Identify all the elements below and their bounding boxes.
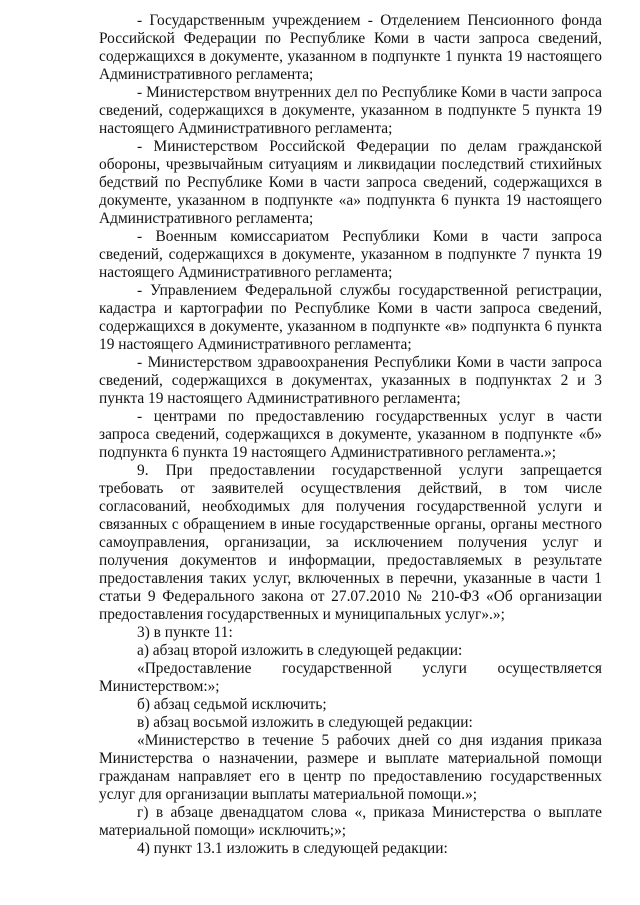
paragraph-point-13-1: 4) пункт 13.1 изложить в следующей редакции: xyxy=(137,840,448,857)
list-item-emergencies: - Министерством Российской Федерации по делам гражданской обороны, чрезвычайным ситуациям и ликвидации последствий стихийных бедствий по Республике Коми в части запроса сведений, содержащихся в документе, указанном в подпункте «а» подпункта 6 пункта 19 настоящего Административного регламента; xyxy=(99,138,602,227)
paragraph-point-11: 3) в пункте 11: xyxy=(137,624,233,641)
list-item-registration-service: - Управлением Федеральной службы государственной регистрации, кадастра и картографии по Республике Коми в части запроса сведений, содержащихся в документе, указанном в подпункте «в» подпункта 6 пункта 19 настоящего Административного регламента; xyxy=(99,282,602,353)
subitem-v: в) абзац восьмой изложить в следующей редакции: xyxy=(137,714,473,731)
list-item-internal-affairs: - Министерством внутренних дел по Республике Коми в части запроса сведений, содержащихся в документе, указанном в подпункте 5 пункта 19 настоящего Административного регламента; xyxy=(99,84,602,137)
subitem-g: г) в абзаце двенадцатом слова «, приказа Министерства о выплате материальной помощи» исключить;»; xyxy=(99,804,602,839)
subitem-a-text: «Предоставление государственной услуги осуществляется Министерством:»; xyxy=(99,660,602,695)
document-body xyxy=(99,12,602,858)
list-item-service-centers: - центрами по предоставлению государственных услуг в части запроса сведений, содержащихся в документе, указанном в подпункте «б» подпункта 6 пункта 19 настоящего Административного регламента.»; xyxy=(99,408,602,461)
paragraph-item-9: 9. При предоставлении государственной услуги запрещается требовать от заявителей осуществления действий, в том числе согласований, необходимых для получения государственной услуги и связанных с обращением в иные государственные органы, органы местного самоуправления, организации, за исключением получения услуг и получения документов и информации, предоставляемых в результате предоставления таких услуг, включенных в перечни, указанные в части 1 статьи 9 Федерального закона от 27.07.2010 № 210-ФЗ «Об организации предоставления государственных и муниципальных услуг».»; xyxy=(99,462,602,623)
subitem-a: а) абзац второй изложить в следующей редакции: xyxy=(137,642,463,659)
list-item-military-commissariat: - Военным комиссариатом Республики Коми в части запроса сведений, содержащихся в документе, указанном в подпункте 7 пункта 19 настоящего Административного регламента; xyxy=(99,228,602,281)
subitem-v-text: «Министерство в течение 5 рабочих дней со дня издания приказа Министерства о назначении, размере и выплате материальной помощи гражданам направляет его в центр по предоставлению государственных услуг для организации выплаты материальной помощи.»; xyxy=(99,732,602,803)
subitem-b: б) абзац седьмой исключить; xyxy=(137,696,327,713)
list-item-health-ministry: - Министерством здравоохранения Республики Коми в части запроса сведений, содержащихся в документах, указанных в подпунктах 2 и 3 пункта 19 настоящего Административного регламента; xyxy=(99,354,602,407)
list-item-pension-fund: - Государственным учреждением - Отделением Пенсионного фонда Российской Федерации по Республике Коми в части запроса сведений, содержащихся в документе, указанном в подпункте 1 пункта 19 настоящего Административного регламента; xyxy=(99,12,602,83)
